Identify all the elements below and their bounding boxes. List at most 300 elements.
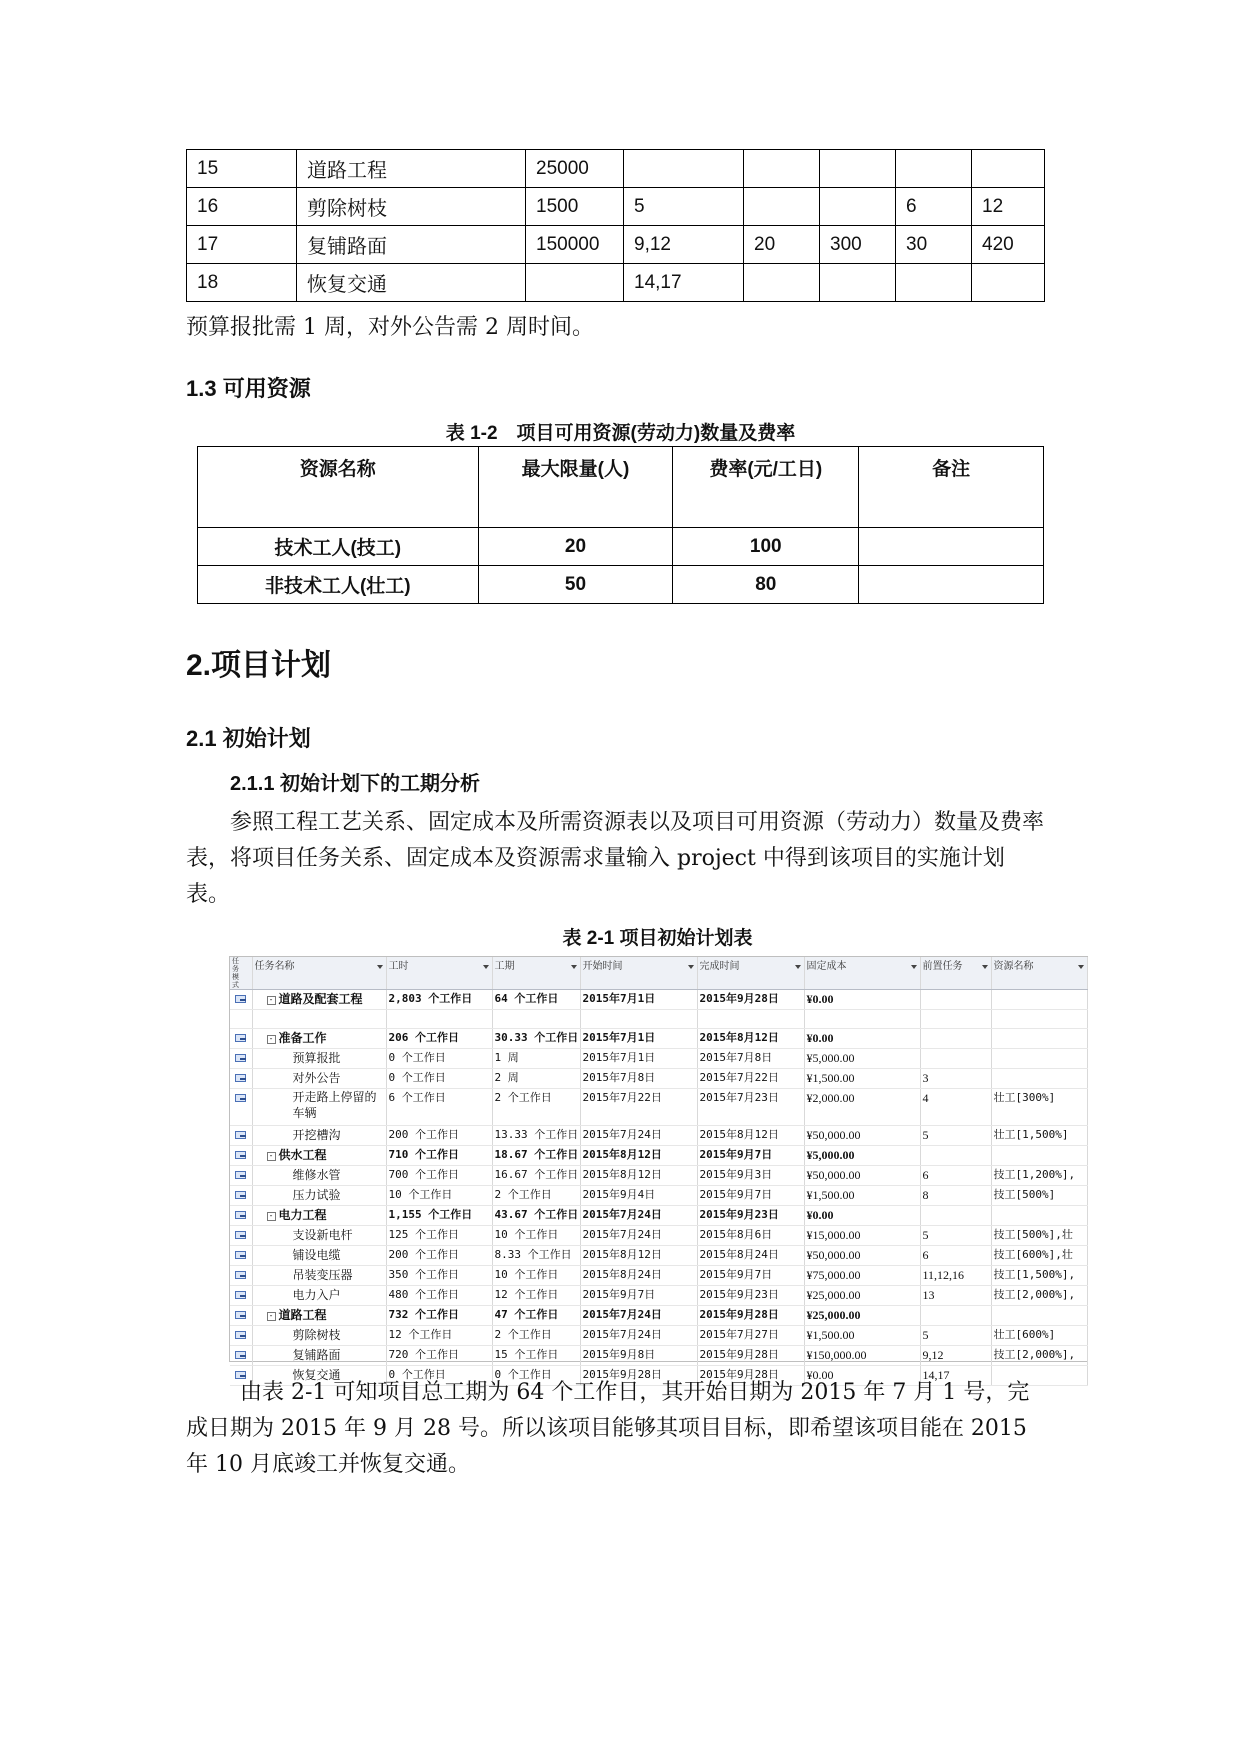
task-name-cell: [252, 1346, 386, 1366]
auto-schedule-icon: [235, 1053, 247, 1062]
task-name-text: 电力入户: [292, 1288, 341, 1302]
task-name-cell: [252, 1146, 386, 1166]
task-pred-cell: [920, 1206, 991, 1226]
task-dur-cell: 15 个工作日: [492, 1346, 580, 1366]
table-caption-2-1: 表 2-1 项目初始计划表: [562, 928, 753, 949]
task-name-cell: [252, 1246, 386, 1266]
table-row: [198, 528, 1044, 566]
task-dur-cell: 2 周: [492, 1069, 580, 1089]
resource-header-name: 资源名称: [198, 447, 479, 528]
task-res-cell: [991, 1306, 1087, 1326]
table-row[interactable]: [230, 1029, 1087, 1049]
task-name-text: 供水工程: [278, 1148, 327, 1162]
task-cost-cell: ¥75,000.00: [804, 1266, 920, 1286]
empty-cell: [252, 1010, 386, 1029]
table-cell-c6: [820, 150, 896, 188]
task-cost-cell: ¥2,000.00: [804, 1089, 920, 1126]
task-pred-cell: 13: [920, 1286, 991, 1306]
table-cell-id: 15: [187, 150, 297, 188]
table-cell-c5: 20: [744, 226, 820, 264]
task-finish-cell: 2015年9月23日: [697, 1286, 804, 1306]
collapse-icon[interactable]: -: [267, 1035, 276, 1044]
resource-header-note: 备注: [859, 447, 1044, 528]
col-header-fixed-cost[interactable]: 固定成本: [804, 957, 920, 990]
task-finish-cell: 2015年9月7日: [697, 1266, 804, 1286]
empty-cell: [804, 1010, 920, 1029]
collapse-icon[interactable]: -: [267, 1152, 276, 1161]
task-dur-cell: 64 个工作日: [492, 990, 580, 1010]
task-mode-cell: [230, 1069, 252, 1089]
task-name-cell: [252, 1069, 386, 1089]
task-pred-cell: 6: [920, 1166, 991, 1186]
task-finish-cell: 2015年9月28日: [697, 1306, 804, 1326]
table-caption-1-2: 表 1-2 项目可用资源(劳动力)数量及费率: [445, 423, 796, 444]
task-mode-cell: [230, 1326, 252, 1346]
table-row[interactable]: [230, 1126, 1087, 1146]
paragraph-plan: 参照工程工艺关系、固定成本及所需资源表以及项目可用资源（劳动力）数量及费率表，将项目任务关系、固定成本及资源需求量输入 project 中得到该项目的实施计划表。: [186, 810, 1045, 907]
task-name-text: 铺设电缆: [292, 1248, 341, 1262]
task-mode-cell: [230, 1306, 252, 1326]
table-cell-name: 道路工程: [297, 150, 526, 188]
task-name-text: 开挖槽沟: [292, 1128, 341, 1142]
task-finish-cell: 2015年8月12日: [697, 1029, 804, 1049]
table-cell-id: 17: [187, 226, 297, 264]
task-cost-cell: ¥0.00: [804, 1029, 920, 1049]
auto-schedule-icon: [235, 1150, 247, 1159]
task-name-cell: [252, 1049, 386, 1069]
task-res-cell: 技工[500%],壮: [991, 1226, 1087, 1246]
task-work-cell: 200 个工作日: [386, 1126, 492, 1146]
task-cost-cell: ¥25,000.00: [804, 1286, 920, 1306]
task-dur-cell: 1 周: [492, 1049, 580, 1069]
task-finish-cell: 2015年7月27日: [697, 1326, 804, 1346]
task-dur-cell: 0 个工作日: [492, 1366, 580, 1386]
col-header-start[interactable]: 开始时间: [580, 957, 697, 990]
table-cell-c7: 6: [896, 188, 972, 226]
table-cell-cost: [526, 264, 624, 302]
task-name-cell: [252, 1029, 386, 1049]
resource-header-max: 最大限量(人): [478, 447, 673, 528]
task-dur-cell: 12 个工作日: [492, 1286, 580, 1306]
task-dur-cell: 10 个工作日: [492, 1226, 580, 1246]
task-work-cell: 12 个工作日: [386, 1326, 492, 1346]
task-res-cell: [991, 990, 1087, 1010]
table-cell-cost: 25000: [526, 150, 624, 188]
task-cost-cell: ¥50,000.00: [804, 1126, 920, 1146]
table-row[interactable]: [230, 1346, 1087, 1366]
task-name-text: 对外公告: [292, 1071, 341, 1085]
table-cell-c4: 5: [624, 188, 744, 226]
task-name-text: 维修水管: [292, 1168, 341, 1182]
task-pred-cell: [920, 1049, 991, 1069]
task-mode-cell: [230, 1186, 252, 1206]
note-line: 预算报批需 1 周，对外公告需 2 周时间。: [186, 315, 594, 340]
task-start-cell: 2015年7月24日: [580, 1206, 697, 1226]
task-name-text: 电力工程: [278, 1208, 327, 1222]
task-start-cell: 2015年7月22日: [580, 1089, 697, 1126]
task-work-cell: 1,155 个工作日: [386, 1206, 492, 1226]
task-name-text: 准备工作: [278, 1031, 327, 1045]
task-name-cell: [252, 1226, 386, 1246]
col-header-mode[interactable]: 任务模式: [230, 957, 252, 990]
empty-cell: [920, 1010, 991, 1029]
table-row[interactable]: [230, 1186, 1087, 1206]
table-cell-c4: [624, 150, 744, 188]
task-start-cell: 2015年7月24日: [580, 1126, 697, 1146]
task-cost-cell: ¥50,000.00: [804, 1166, 920, 1186]
task-finish-cell: 2015年9月7日: [697, 1186, 804, 1206]
task-res-cell: 技工[1,500%],: [991, 1266, 1087, 1286]
resource-note-cell: [859, 528, 1044, 566]
resource-rate-cell: 100: [673, 528, 859, 566]
task-res-cell: 技工[1,200%],: [991, 1166, 1087, 1186]
auto-schedule-icon: [235, 1170, 247, 1179]
task-start-cell: 2015年7月8日: [580, 1069, 697, 1089]
resource-name-cell: 非技术工人(壮工): [198, 566, 479, 604]
table-cell-c8: 420: [972, 226, 1045, 264]
table-cell-c6: [820, 188, 896, 226]
resource-name-cell: 技术工人(技工): [198, 528, 479, 566]
task-name-cell: [252, 1186, 386, 1206]
task-name-cell: [252, 1206, 386, 1226]
task-res-cell: [991, 1049, 1087, 1069]
task-start-cell: 2015年8月12日: [580, 1146, 697, 1166]
task-start-cell: 2015年9月8日: [580, 1346, 697, 1366]
table-cell-cost: 150000: [526, 226, 624, 264]
paragraph-conclusion: 由表 2-1 可知项目总工期为 64 个工作日，其开始日期为 2015 年 7 月 1 号，完成日期为 2015 年 9 月 28 号。所以该项目能够其项目目标，即希望该项目能在 2015 年 10 月底竣工并恢复交通。: [186, 1380, 1030, 1477]
task-pred-cell: 5: [920, 1126, 991, 1146]
task-dur-cell: 8.33 个工作日: [492, 1246, 580, 1266]
task-res-cell: [991, 1069, 1087, 1089]
task-cost-cell: ¥5,000.00: [804, 1049, 920, 1069]
task-cost-cell: ¥150,000.00: [804, 1346, 920, 1366]
task-pred-cell: [920, 1146, 991, 1166]
col-header-resources[interactable]: 资源名称: [991, 957, 1087, 990]
task-name-cell: [252, 1286, 386, 1306]
task-pred-cell: 5: [920, 1326, 991, 1346]
table-row[interactable]: [230, 1146, 1087, 1166]
task-start-cell: 2015年7月24日: [580, 1226, 697, 1246]
resource-max-cell: 50: [478, 566, 673, 604]
task-start-cell: 2015年7月24日: [580, 1306, 697, 1326]
table-cell-c8: 12: [972, 188, 1045, 226]
col-header-work[interactable]: 工时: [386, 957, 492, 990]
auto-schedule-icon: [235, 1330, 247, 1339]
task-finish-cell: 2015年8月6日: [697, 1226, 804, 1246]
chevron-down-icon[interactable]: [571, 965, 577, 969]
task-work-cell: 732 个工作日: [386, 1306, 492, 1326]
task-pred-cell: [920, 1306, 991, 1326]
section-heading-2: 2.项目计划: [186, 649, 332, 682]
table-cell-id: 16: [187, 188, 297, 226]
table-row[interactable]: [230, 1326, 1087, 1346]
task-res-cell: 壮工[300%]: [991, 1089, 1087, 1126]
task-mode-cell: [230, 1346, 252, 1366]
task-mode-cell: [230, 1146, 252, 1166]
task-work-cell: 0 个工作日: [386, 1049, 492, 1069]
task-dur-cell: 2 个工作日: [492, 1326, 580, 1346]
auto-schedule-icon: [235, 1190, 247, 1199]
auto-schedule-icon: [235, 1310, 247, 1319]
task-pred-cell: 6: [920, 1246, 991, 1266]
section-heading-1-3: 1.3 可用资源: [186, 376, 311, 401]
task-pred-cell: 11,12,16: [920, 1266, 991, 1286]
task-pred-cell: [920, 990, 991, 1010]
auto-schedule-icon: [235, 1230, 247, 1239]
task-mode-cell: [230, 1089, 252, 1126]
task-cost-cell: ¥1,500.00: [804, 1326, 920, 1346]
task-mode-cell: [230, 1286, 252, 1306]
table-cell-c5: [744, 264, 820, 302]
col-header-duration[interactable]: 工期: [492, 957, 580, 990]
table-row[interactable]: [230, 1226, 1087, 1246]
table-cell-name: 剪除树枝: [297, 188, 526, 226]
task-cost-cell: ¥1,500.00: [804, 1069, 920, 1089]
collapse-icon[interactable]: -: [267, 1212, 276, 1221]
table-cell-c7: [896, 264, 972, 302]
task-dur-cell: 16.67 个工作日: [492, 1166, 580, 1186]
task-dur-cell: 30.33 个工作日: [492, 1029, 580, 1049]
auto-schedule-icon: [235, 1350, 247, 1359]
task-pred-cell: 4: [920, 1089, 991, 1126]
task-start-cell: 2015年7月1日: [580, 1029, 697, 1049]
table-row[interactable]: [230, 1306, 1087, 1326]
task-work-cell: 480 个工作日: [386, 1286, 492, 1306]
task-res-cell: 壮工[600%]: [991, 1326, 1087, 1346]
table-cell-cost: 1500: [526, 188, 624, 226]
task-name-cell: [252, 1126, 386, 1146]
section-heading-2-1-1: 2.1.1 初始计划下的工期分析: [230, 773, 481, 795]
task-res-cell: [991, 1146, 1087, 1166]
auto-schedule-icon: [235, 1130, 247, 1139]
task-finish-cell: 2015年7月23日: [697, 1089, 804, 1126]
task-table-continuation: [186, 149, 1045, 302]
task-mode-cell: [230, 1166, 252, 1186]
task-mode-cell: [230, 1049, 252, 1069]
empty-cell: [580, 1010, 697, 1029]
auto-schedule-icon: [235, 1073, 247, 1082]
table-cell-c5: [744, 188, 820, 226]
task-name-text: 剪除树枝: [292, 1328, 341, 1342]
resource-rate-cell: 80: [673, 566, 859, 604]
task-res-cell: 壮工[1,500%]: [991, 1126, 1087, 1146]
auto-schedule-icon: [235, 994, 247, 1003]
task-start-cell: 2015年9月28日: [580, 1366, 697, 1386]
empty-cell: [492, 1010, 580, 1029]
table-cell-name: 恢复交通: [297, 264, 526, 302]
project-plan-screenshot: [229, 956, 1088, 1382]
resource-header-rate: 费率(元/工日): [673, 447, 859, 528]
task-res-cell: 技工[2,000%],: [991, 1346, 1087, 1366]
table-row[interactable]: [230, 1069, 1087, 1089]
empty-cell: [991, 1010, 1087, 1029]
task-cost-cell: ¥0.00: [804, 1206, 920, 1226]
task-dur-cell: 2 个工作日: [492, 1186, 580, 1206]
table-cell-c4: 14,17: [624, 264, 744, 302]
table-row[interactable]: [230, 1286, 1087, 1306]
collapse-icon[interactable]: -: [267, 1312, 276, 1321]
table-row: [187, 150, 1045, 188]
table-row[interactable]: [230, 1089, 1087, 1126]
task-finish-cell: 2015年9月7日: [697, 1146, 804, 1166]
task-start-cell: 2015年9月7日: [580, 1286, 697, 1306]
task-start-cell: 2015年7月1日: [580, 990, 697, 1010]
table-cell-id: 18: [187, 264, 297, 302]
task-mode-cell: [230, 1126, 252, 1146]
task-mode-cell: [230, 1246, 252, 1266]
task-pred-cell: 5: [920, 1226, 991, 1246]
resource-table: [197, 446, 1044, 604]
task-name-text: 压力试验: [292, 1188, 341, 1202]
task-cost-cell: ¥1,500.00: [804, 1186, 920, 1206]
project-header-row: [230, 957, 1087, 990]
table-row[interactable]: [230, 990, 1087, 1010]
table-row[interactable]: [230, 1266, 1087, 1286]
task-work-cell: 700 个工作日: [386, 1166, 492, 1186]
task-finish-cell: 2015年7月22日: [697, 1069, 804, 1089]
spacer-row: [230, 1010, 1087, 1029]
task-cost-cell: ¥0.00: [804, 1366, 920, 1386]
task-work-cell: 200 个工作日: [386, 1246, 492, 1266]
task-res-cell: 技工[500%]: [991, 1186, 1087, 1206]
task-pred-cell: 14,17: [920, 1366, 991, 1386]
task-name-cell: [252, 1166, 386, 1186]
task-work-cell: 720 个工作日: [386, 1346, 492, 1366]
table-cell-c5: [744, 150, 820, 188]
task-start-cell: 2015年7月1日: [580, 1049, 697, 1069]
table-cell-name: 复铺路面: [297, 226, 526, 264]
table-cell-c8: [972, 150, 1045, 188]
table-cell-c7: 30: [896, 226, 972, 264]
task-pred-cell: [920, 1029, 991, 1049]
task-cost-cell: ¥5,000.00: [804, 1146, 920, 1166]
chevron-down-icon[interactable]: [982, 965, 988, 969]
auto-schedule-icon: [235, 1210, 247, 1219]
task-work-cell: 710 个工作日: [386, 1146, 492, 1166]
table-row: [198, 566, 1044, 604]
task-pred-cell: 9,12: [920, 1346, 991, 1366]
table-row[interactable]: [230, 1206, 1087, 1226]
auto-schedule-icon: [235, 1033, 247, 1042]
task-mode-cell: [230, 990, 252, 1010]
table-cell-c8: [972, 264, 1045, 302]
task-dur-cell: 2 个工作日: [492, 1089, 580, 1126]
task-name-cell: [252, 990, 386, 1010]
chevron-down-icon[interactable]: [911, 965, 917, 969]
task-finish-cell: 2015年8月12日: [697, 1126, 804, 1146]
task-name-cell: [252, 1306, 386, 1326]
collapse-icon[interactable]: -: [267, 996, 276, 1005]
task-dur-cell: 13.33 个工作日: [492, 1126, 580, 1146]
table-row[interactable]: [230, 1166, 1087, 1186]
empty-cell: [230, 1010, 252, 1029]
task-name-text: 预算报批: [292, 1051, 341, 1065]
task-name-text: 恢复交通: [292, 1368, 341, 1382]
task-res-cell: 技工[2,000%],: [991, 1286, 1087, 1306]
table-row: [187, 264, 1045, 302]
task-finish-cell: 2015年9月28日: [697, 990, 804, 1010]
task-dur-cell: 10 个工作日: [492, 1266, 580, 1286]
task-start-cell: 2015年8月12日: [580, 1166, 697, 1186]
task-name-cell: [252, 1266, 386, 1286]
task-dur-cell: 43.67 个工作日: [492, 1206, 580, 1226]
task-finish-cell: 2015年7月8日: [697, 1049, 804, 1069]
task-work-cell: 125 个工作日: [386, 1226, 492, 1246]
task-work-cell: 10 个工作日: [386, 1186, 492, 1206]
task-cost-cell: ¥0.00: [804, 990, 920, 1010]
task-start-cell: 2015年8月12日: [580, 1246, 697, 1266]
task-work-cell: 206 个工作日: [386, 1029, 492, 1049]
task-finish-cell: 2015年8月24日: [697, 1246, 804, 1266]
task-start-cell: 2015年7月24日: [580, 1326, 697, 1346]
task-name-text: 道路及配套工程: [278, 992, 363, 1006]
table-cell-c4: 9,12: [624, 226, 744, 264]
auto-schedule-icon: [235, 1270, 247, 1279]
task-name-text: 吊装变压器: [292, 1268, 353, 1282]
table-cell-c6: [820, 264, 896, 302]
table-row[interactable]: [230, 1246, 1087, 1266]
empty-cell: [386, 1010, 492, 1029]
task-cost-cell: ¥25,000.00: [804, 1306, 920, 1326]
resource-max-cell: 20: [478, 528, 673, 566]
task-work-cell: 350 个工作日: [386, 1266, 492, 1286]
task-start-cell: 2015年8月24日: [580, 1266, 697, 1286]
task-res-cell: [991, 1206, 1087, 1226]
task-cost-cell: ¥15,000.00: [804, 1226, 920, 1246]
task-mode-cell: [230, 1266, 252, 1286]
task-name-cell: [252, 1089, 386, 1126]
task-mode-cell: [230, 1029, 252, 1049]
chevron-down-icon[interactable]: [483, 965, 489, 969]
task-mode-cell: [230, 1226, 252, 1246]
task-res-cell: 技工[600%],壮: [991, 1246, 1087, 1266]
task-name-text: 支设新电杆: [292, 1228, 353, 1242]
col-header-predecessors[interactable]: 前置任务: [920, 957, 991, 990]
section-heading-2-1: 2.1 初始计划: [186, 726, 311, 751]
task-pred-cell: 3: [920, 1069, 991, 1089]
auto-schedule-icon: [235, 1290, 247, 1299]
col-header-finish[interactable]: 完成时间: [697, 957, 804, 990]
table-row: [187, 188, 1045, 226]
chevron-down-icon[interactable]: [795, 965, 801, 969]
task-work-cell: 0 个工作日: [386, 1069, 492, 1089]
task-name-text: 开走路上停留的车辆: [292, 1090, 377, 1120]
task-finish-cell: 2015年9月28日: [697, 1346, 804, 1366]
auto-schedule-icon: [235, 1093, 247, 1102]
task-finish-cell: 2015年9月23日: [697, 1206, 804, 1226]
task-work-cell: 6 个工作日: [386, 1089, 492, 1126]
resource-note-cell: [859, 566, 1044, 604]
table-cell-c6: 300: [820, 226, 896, 264]
task-name-text: 道路工程: [278, 1308, 327, 1322]
col-header-name[interactable]: 任务名称: [252, 957, 386, 990]
task-work-cell: 2,803 个工作日: [386, 990, 492, 1010]
task-name-cell: [252, 1326, 386, 1346]
chevron-down-icon[interactable]: [377, 965, 383, 969]
task-finish-cell: 2015年9月3日: [697, 1166, 804, 1186]
task-name-text: 复铺路面: [292, 1348, 341, 1362]
table-row: [187, 226, 1045, 264]
table-cell-c7: [896, 150, 972, 188]
task-dur-cell: 47 个工作日: [492, 1306, 580, 1326]
chevron-down-icon[interactable]: [688, 965, 694, 969]
task-cost-cell: ¥50,000.00: [804, 1246, 920, 1266]
task-dur-cell: 18.67 个工作日: [492, 1146, 580, 1166]
task-pred-cell: 8: [920, 1186, 991, 1206]
table-row[interactable]: [230, 1049, 1087, 1069]
chevron-down-icon[interactable]: [1078, 965, 1084, 969]
empty-cell: [697, 1010, 804, 1029]
